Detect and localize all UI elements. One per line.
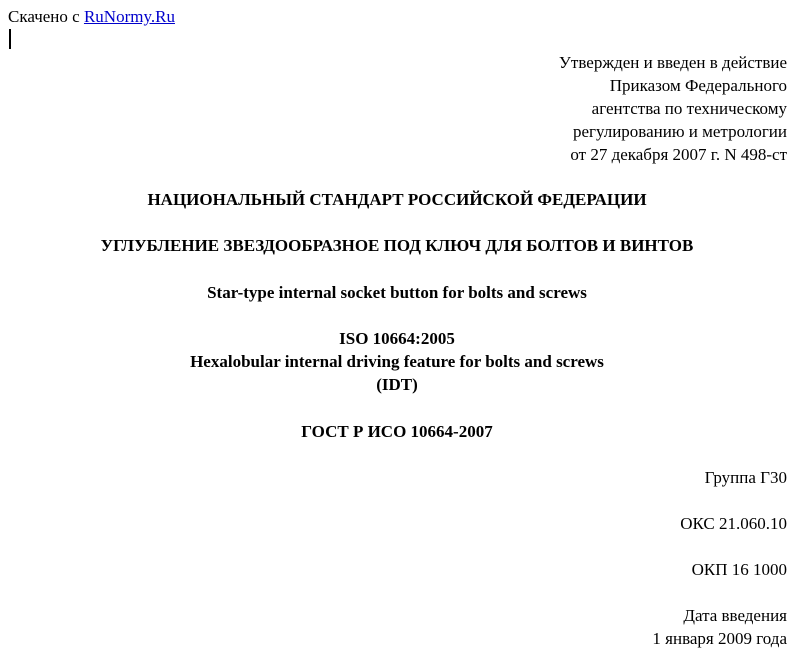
- approval-block: [559, 51, 787, 166]
- approval-line: Утвержден и введен в действие: [558, 53, 787, 72]
- text-cursor: [9, 29, 11, 49]
- approval-line: от 27 декабря 2007 г. N 498-ст: [570, 145, 787, 164]
- source-prefix: Скачено с: [8, 7, 80, 26]
- source-line: [8, 5, 175, 28]
- iso-block: [0, 327, 794, 396]
- gost-number: ГОСТ Р ИСО 10664-2007: [301, 422, 493, 441]
- oks-code: ОКС 21.060.10: [680, 514, 787, 533]
- iso-number: ISO 10664:2005: [339, 329, 455, 348]
- iso-title: Hexalobular internal driving feature for bolts and screws: [190, 352, 604, 371]
- english-title: Star-type internal socket button for bolts and screws: [207, 283, 587, 302]
- approval-line: Приказом Федерального: [609, 76, 787, 95]
- introduction-date-block: [652, 604, 787, 650]
- okp-code: ОКП 16 1000: [691, 560, 787, 579]
- approval-line: агентства по техническому: [591, 99, 787, 118]
- date-value: 1 января 2009 года: [652, 629, 787, 648]
- iso-idt: (IDT): [376, 375, 418, 394]
- russian-title: УГЛУБЛЕНИЕ ЗВЕЗДООБРАЗНОЕ ПОД КЛЮЧ ДЛЯ БОЛТОВ И ВИНТОВ: [100, 236, 694, 255]
- runormy-link[interactable]: RuNormy.Ru: [83, 7, 175, 26]
- standard-type-heading: НАЦИОНАЛЬНЫЙ СТАНДАРТ РОССИЙСКОЙ ФЕДЕРАЦИИ: [147, 190, 647, 209]
- approval-line: регулированию и метрологии: [572, 122, 787, 141]
- group-code: Группа Г30: [704, 468, 787, 487]
- date-label: Дата введения: [683, 606, 787, 625]
